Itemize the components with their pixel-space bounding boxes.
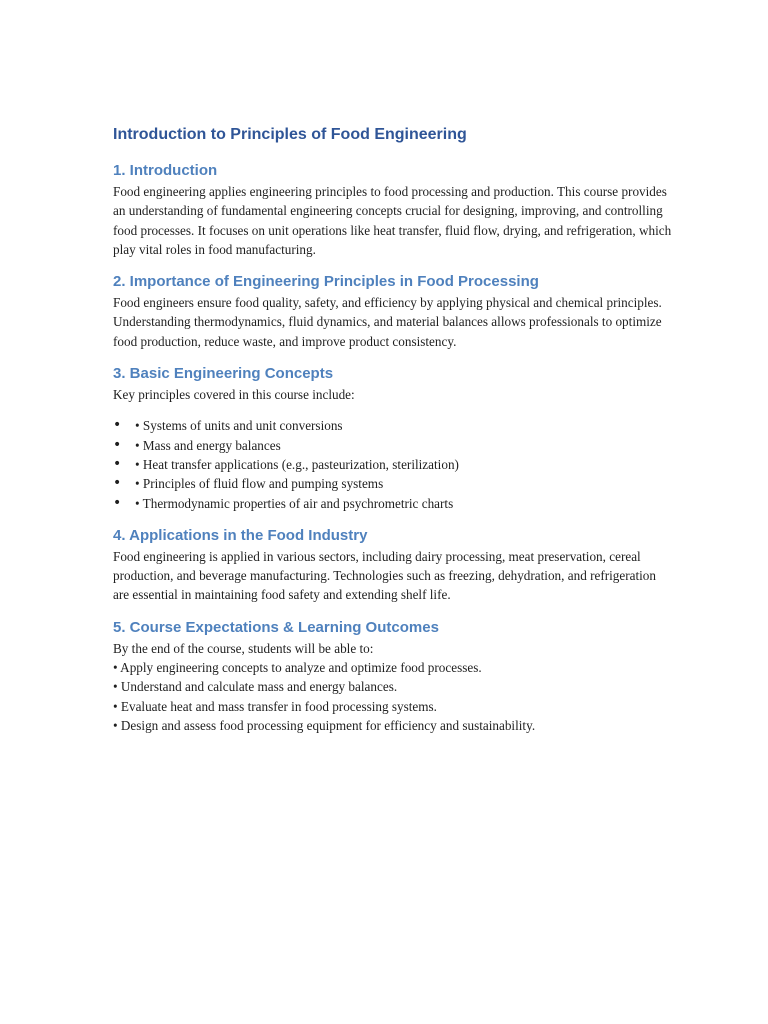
list-item-text: • Systems of units and unit conversions [135, 418, 343, 434]
list-item [113, 474, 673, 493]
section-body-introduction: Food engineering applies engineering principles to food processing and production. This course provides an understanding of fundamental engineering concepts crucial for designing, improving, and controlling food processes. It focuses on unit operations like heat transfer, fluid flow, drying, and refrigeration, which play vital roles in food manufacturing. [113, 184, 672, 257]
concepts-list [113, 416, 673, 512]
section-heading-basic-concepts: 3. Basic Engineering Concepts [113, 365, 334, 383]
section-heading-applications: 4. Applications in the Food Industry [113, 526, 368, 544]
document-title: Introduction to Principles of Food Engineering [113, 126, 467, 143]
list-item [113, 436, 673, 455]
list-item-text: • Heat transfer applications (e.g., pasteurization, sterilization) [135, 456, 459, 472]
section-body-importance: Food engineers ensure food quality, safety, and efficiency by applying physical and chemical principles. Understanding thermodynamics, fluid dynamics, and material balances allows professionals to optimize food production, reduce waste, and improve product consistency. [113, 295, 662, 349]
section-body-basic-concepts: Key principles covered in this course include: [113, 387, 355, 403]
list-item [113, 416, 673, 435]
bullet-icon: • [113, 417, 122, 434]
bullet-icon: • [113, 475, 122, 492]
outcomes-list [113, 658, 673, 735]
section-body-expectations: By the end of the course, students will be able to: [113, 640, 374, 656]
list-item-text: • Mass and energy balances [135, 437, 281, 453]
outcome-item: • Understand and calculate mass and energy balances. [113, 679, 398, 695]
section-heading-expectations: 5. Course Expectations & Learning Outcomes [113, 618, 439, 636]
bullet-icon: • [113, 494, 122, 511]
bullet-icon: • [113, 436, 122, 453]
outcome-item: • Apply engineering concepts to analyze and optimize food processes. [113, 660, 482, 676]
list-item-text: • Principles of fluid flow and pumping systems [135, 476, 384, 492]
list-item [113, 494, 673, 513]
document-page [113, 124, 673, 735]
outcome-item: • Design and assess food processing equipment for efficiency and sustainability. [113, 717, 536, 733]
section-heading-introduction: 1. Introduction [113, 162, 218, 179]
outcome-item: • Evaluate heat and mass transfer in food processing systems. [113, 698, 437, 714]
list-item-text: • Thermodynamic properties of air and psychrometric charts [135, 495, 454, 511]
bullet-icon: • [113, 455, 122, 472]
section-body-applications: Food engineering is applied in various sectors, including dairy processing, meat preservation, cereal production, and beverage manufacturing. Technologies such as freezing, dehydration, and refrigeration are essential in maintaining food safety and extending shelf life. [113, 548, 656, 603]
section-heading-importance: 2. Importance of Engineering Principles in Food Processing [113, 273, 539, 291]
list-item [113, 455, 673, 474]
